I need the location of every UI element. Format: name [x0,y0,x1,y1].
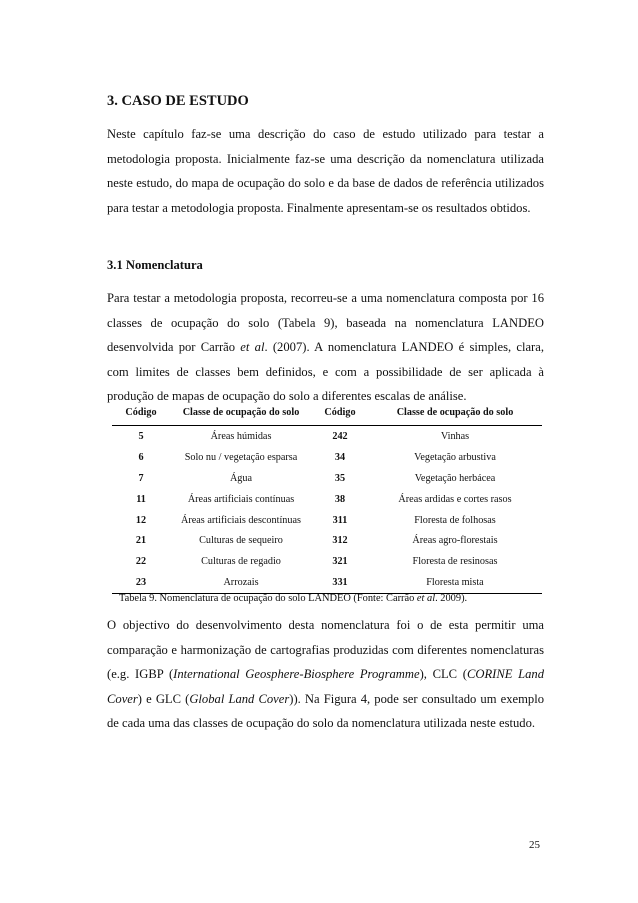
cell-class: Vinhas [440,430,470,442]
para3-text-3: ) e GLC ( [137,691,190,706]
cell-class: Floresta de resinosas [412,556,498,568]
cell-code: 34 [334,451,346,463]
objective-text [107,613,544,736]
objective-paragraph [107,613,544,736]
para3-text-1: O objectivo do desenvolvimento desta nomenclatura foi o de esta permitir uma comparação e harmonização de cartografias produzidas com diferentes nomenclaturas (e.g. IGBP ( [107,618,544,682]
cell-class: Arrozais [170,572,312,593]
para3-clc-name: CORINE Land Cover [107,667,544,706]
table-header-row [112,400,542,426]
chapter-heading: 3. CASO DE ESTUDO [107,93,249,109]
cell-class: Áreas ardidas e cortes rasos [398,493,512,505]
cell-class: Vegetação arbustiva [414,451,496,463]
table-caption [119,593,467,604]
nomenclature-text [107,286,544,409]
cell-class: Culturas de sequeiro [199,535,283,547]
cell-code: 312 [332,535,348,547]
cell-code: 5 [138,430,144,442]
para3-glc-name: Global Land Cover [189,691,290,706]
para2-text-before: Para testar a metodologia proposta, recorreu-se a uma nomenclatura composta por 16 classes de ocupação do solo (Tabela 9), baseada na nomenclatura LANDEO desenvolvida por Carrão [107,291,544,355]
table-row [112,489,542,510]
table-row [112,468,542,489]
para3-text-4: )). Na Figura 4, pode ser consultado um exemplo de cada uma das classes de ocupação do solo da nomenclatura utilizada neste estudo. [107,691,544,731]
caption-etal: et al [416,593,436,604]
header-class-2: Classe de ocupação do solo [368,400,542,426]
page-number: 25 [529,839,540,851]
header-code-2: Código [312,400,368,426]
caption-text-after: . 2009). [435,593,468,604]
cell-code: 23 [112,572,170,593]
cell-code: 242 [332,430,348,442]
cell-class: Áreas agro-florestais [412,535,498,547]
table-row [112,426,542,447]
para2-etal: et al [240,340,265,355]
cell-class: Áreas húmidas [210,430,272,442]
cell-class: Solo nu / vegetação esparsa [184,451,298,463]
cell-code: 6 [138,451,144,463]
cell-class: Floresta mista [368,572,542,593]
para3-igbp-name: International Geosphere-Biosphere Programme [173,667,420,682]
cell-code: 311 [332,514,348,526]
cell-class: Culturas de regadio [201,556,281,568]
cell-code: 7 [138,472,144,484]
cell-code: 11 [136,493,146,505]
cell-class: Água [229,472,253,484]
table-row [112,510,542,531]
cell-code: 38 [334,493,346,505]
para3-text-2: ), CLC ( [419,667,467,682]
cell-class: Vegetação herbácea [414,472,496,484]
cell-class: Áreas artificiais contínuas [187,493,295,505]
intro-text: Neste capítulo faz-se uma descrição do caso de estudo utilizado para testar a metodologia proposta. Inicialmente faz-se uma descrição da nomenclatura utilizada neste estudo, do mapa de ocupação do solo e da base de dados de referência utilizados para testar a metodologia proposta. Finalmente apresentam-se os resultados obtidos. [107,127,544,215]
cell-class: Floresta de folhosas [414,514,496,526]
para2-text-after: . (2007). A nomenclatura LANDEO é simples, clara, com limites de classes bem definidos, e com a possibilidade de ser aplicada à produção de mapas de ocupação do solo a diferentes escalas de análise. [107,340,544,404]
table-row [112,447,542,468]
nomenclature-table [112,400,542,594]
cell-class: Áreas artificiais descontínuas [181,514,301,526]
section-heading: 3.1 Nomenclatura [107,258,203,272]
intro-paragraph [107,122,544,220]
table-row [112,551,542,572]
table-row [112,530,542,551]
cell-code: 331 [312,572,368,593]
header-class-1: Classe de ocupação do solo [170,400,312,426]
cell-code: 21 [135,535,147,547]
cell-code: 12 [135,514,147,526]
table-row [112,572,542,593]
cell-code: 22 [135,556,147,568]
nomenclature-paragraph [107,286,544,409]
header-code-1: Código [112,400,170,426]
cell-code: 321 [332,556,348,568]
cell-code: 35 [334,472,346,484]
caption-text-before: Tabela 9. Nomenclatura de ocupação do solo LANDEO (Fonte: Carrão [119,593,417,604]
